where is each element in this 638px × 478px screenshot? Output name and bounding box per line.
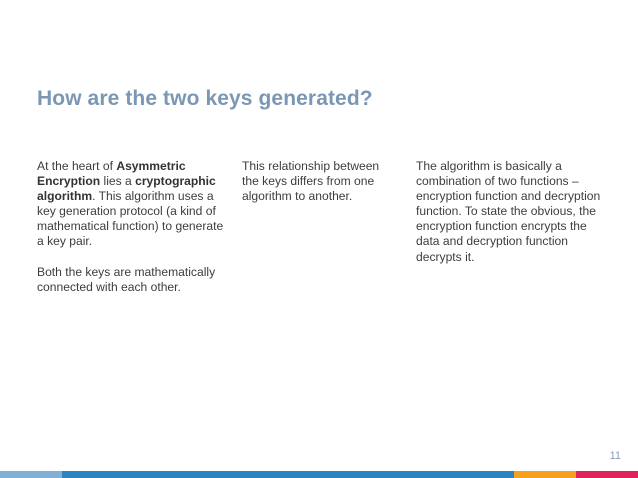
footer-bar-orange (514, 471, 576, 478)
text-run: lies a (100, 174, 136, 189)
bold-term-asymmetric-encryption: Asymmetric Encryption (37, 159, 186, 189)
text-run: . This algorithm uses a key generation protocol (a kind of mathematical function) to generate a key pair. (37, 189, 224, 249)
slide-title: How are the two keys generated? (37, 87, 373, 110)
footer-bar-pink (576, 471, 638, 478)
paragraph-1 (37, 159, 229, 250)
text-column-2 (242, 159, 392, 204)
paragraph-2: Both the keys are mathematically connected with each other. (37, 264, 216, 294)
paragraph-1: This relationship between the keys differs from one algorithm to another. (242, 159, 380, 204)
text-run: At the heart of (37, 159, 117, 173)
footer-bar-light-blue (0, 471, 62, 478)
paragraph-1: The algorithm is basically a combination of two functions – encryption function and decryption function. To state the obvious, the encryption function encrypts the data and decryption function decrypts it. (416, 159, 601, 264)
bold-term-cryptographic-algorithm: cryptographic algorithm (37, 174, 216, 204)
text-column-1 (37, 159, 229, 295)
page-number: 11 (609, 450, 621, 462)
text-column-3 (416, 159, 601, 265)
footer-bar-blue (62, 471, 514, 478)
